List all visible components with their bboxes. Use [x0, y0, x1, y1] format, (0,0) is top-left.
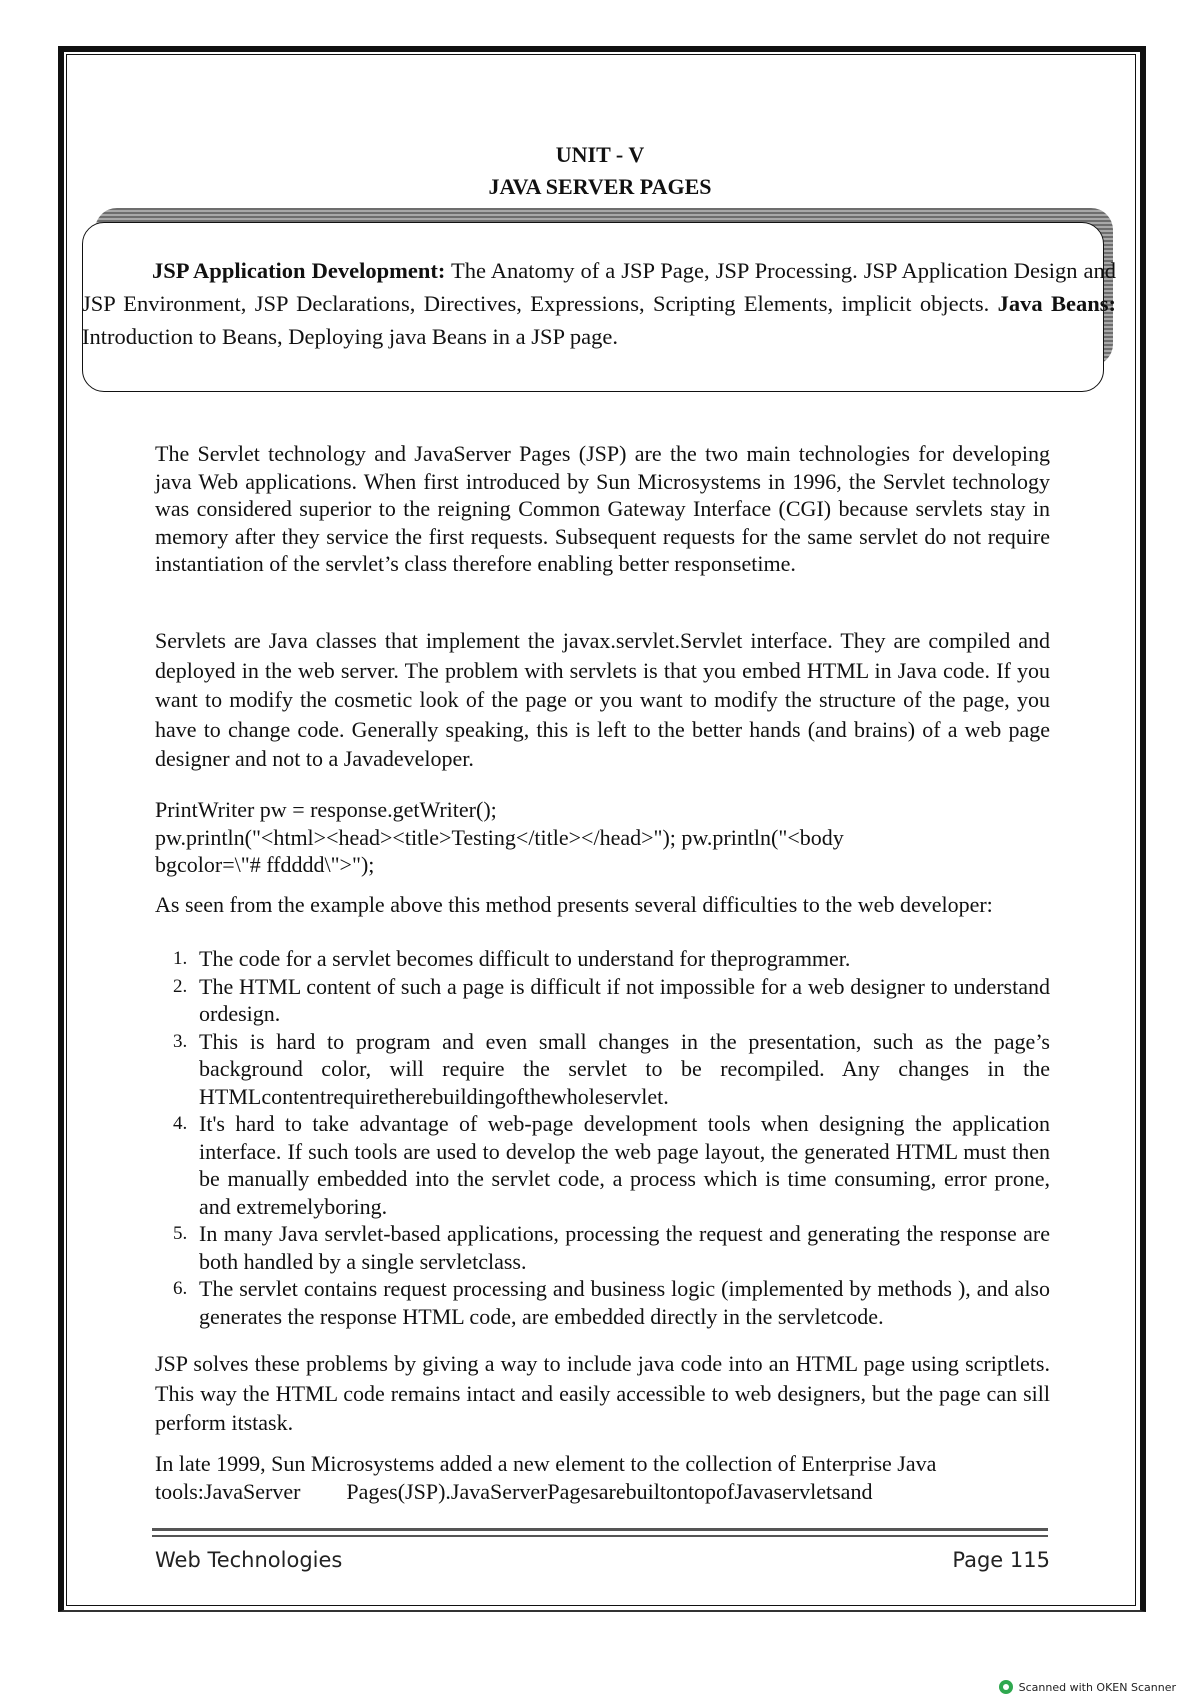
list-item-text: The code for a servlet becomes difficult to understand for theprogrammer. [199, 946, 851, 971]
list-number: 5. [173, 1223, 188, 1244]
scanner-logo-icon [999, 1680, 1013, 1694]
syllabus-topics-beans: Introduction to Beans, Deploying java Beans in a JSP page. [82, 324, 618, 349]
list-number: 2. [173, 975, 188, 997]
paragraph-servlet-history: The Servlet technology and JavaServer Pages (JSP) are the two main technologies for developing java Web applications. When first introduced by Sun Microsystems in 1996, the Servlet technology was considered superior to the reigning Common Gateway Interface (CGI) because servlets stay in memory after they service the first requests. Subsequent requests for the same servlet do not require instantiation of the servlet’s class therefore enabling better responsetime. [155, 441, 1050, 576]
code-line: bgcolor=\"# ffdddd\">"); [155, 852, 375, 877]
list-item [155, 1220, 1050, 1275]
difficulties-list [155, 945, 1050, 1330]
list-number: 3. [173, 1030, 188, 1052]
syllabus-text [82, 254, 1116, 353]
scanner-watermark-text: Scanned with OKEN Scanner [1018, 1680, 1176, 1694]
list-item [155, 945, 1050, 973]
paragraph-servlet-problems: Servlets are Java classes that implement the javax.servlet.Servlet interface. They are compiled and deployed in the web server. The problem with servlets is that you embed HTML in Java code. If you want to modify the cosmetic look of the page or you want to modify the structure of the page, you have to change code. Generally speaking, this is left to the better hands (and brains) of a web page designer and not to a Javadeveloper. [155, 628, 1050, 771]
paragraph-fragment: Pages(JSP).JavaServerPagesarebuiltontopofJavaservletsand [346, 1478, 873, 1504]
syllabus-heading-jsp: JSP Application Development: [152, 258, 446, 283]
list-item-text: It's hard to take advantage of web-page development tools when designing the application interface. If such tools are used to develop the web page layout, the generated HTML must then be manually embedded into the servlet code, a process which is time consuming, error prone, and extremelyboring. [199, 1111, 1050, 1219]
list-item [155, 973, 1050, 1028]
code-line: PrintWriter pw = response.getWriter(); [155, 797, 497, 822]
scanner-watermark [999, 1680, 1176, 1694]
list-number: 6. [173, 1278, 188, 1299]
list-item-text: The servlet contains request processing and business logic (implemented by methods ), and also generates the response HTML code, are embedded directly in the servletcode. [199, 1276, 1050, 1329]
syllabus-heading-beans: Java Beans: [997, 291, 1116, 316]
list-item [155, 1110, 1050, 1220]
paragraph-jsp-history [155, 1450, 1050, 1505]
syllabus-topics-jsp: The Anatomy of a JSP Page, JSP Processing. JSP Application Design and JSP Environment, JSP Declarations, Directives, Expressions, Scripting Elements, implicit objects. [82, 258, 1117, 316]
paragraph-jsp-solution: JSP solves these problems by giving a way to include java code into an HTML page using scriptlets. This way the HTML code remains intact and easily accessible to web designers, but the page can sill perform itstask. [155, 1351, 1050, 1435]
list-item [155, 1028, 1050, 1111]
code-line: pw.println("<html><head><title>Testing</title></head>"); pw.println("<body [155, 824, 844, 850]
paragraph-line: In late 1999, Sun Microsystems added a new element to the collection of Enterprise Java [155, 1451, 937, 1476]
page-title: JAVA SERVER PAGES [488, 174, 712, 199]
list-item-text: The HTML content of such a page is difficult if not impossible for a web designer to understand ordesign. [199, 973, 1050, 1026]
code-example [155, 796, 1050, 879]
list-number: 4. [173, 1113, 188, 1134]
paragraph-fragment: tools:JavaServer [155, 1478, 301, 1504]
page-number: Page 115 [952, 1548, 1050, 1572]
paragraph-line [155, 1478, 1050, 1506]
list-number: 1. [173, 948, 188, 969]
list-item-text: This is hard to program and even small changes in the presentation, such as the page’s background color, will require the servlet to be recompiled. Any changes in the HTMLcontentrequiretherebuildingofthewholeservlet. [199, 1028, 1050, 1109]
footer-rule [152, 1528, 1048, 1537]
list-item-text: In many Java servlet-based applications, processing the request and generating the response are both handled by a single servletclass. [199, 1221, 1050, 1274]
list-item [155, 1275, 1050, 1330]
unit-heading: UNIT - V [555, 142, 645, 167]
difficulties-intro: As seen from the example above this method presents several difficulties to the web developer: [155, 892, 993, 917]
footer-course-title: Web Technologies [155, 1548, 343, 1572]
